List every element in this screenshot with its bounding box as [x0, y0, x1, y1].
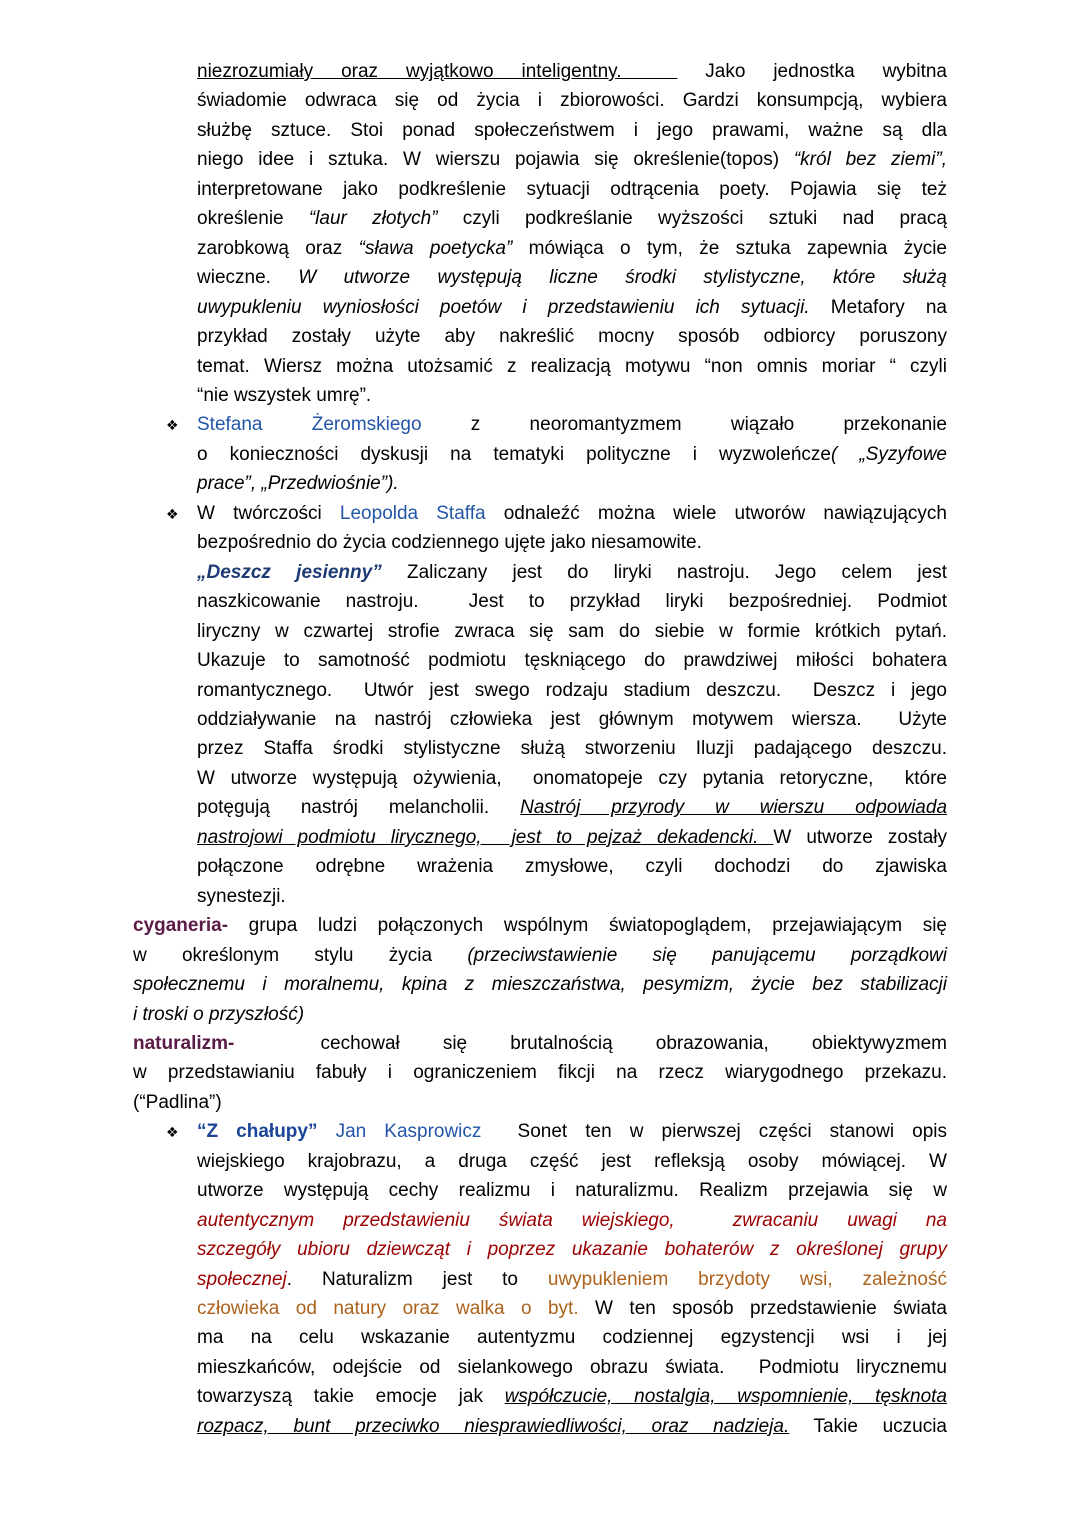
text-run: liryczny w czwartej strofie zwraca się sam do siebie w formie krótkich pytań.: [197, 620, 947, 642]
text-line: [197, 1412, 947, 1441]
paragraph-block: [197, 558, 947, 911]
paragraph-block: [133, 1029, 947, 1117]
text-line: [197, 793, 947, 822]
text-run: “król bez ziemi”,: [793, 149, 947, 171]
text-line: [197, 381, 947, 410]
text-run: nastrojowi podmiotu lirycznego, jest to pejzaż dekadencki.: [197, 826, 774, 848]
bullet-diamond-icon: ❖: [166, 505, 179, 522]
text-run: bezpośrednio do życia codziennego ujęte jako niesamowite.: [197, 532, 702, 554]
text-run: utworze występują cechy realizmu i naturalizmu. Realizm przejawia się w: [197, 1180, 947, 1202]
text-line: [133, 941, 947, 970]
text-line: [166, 1117, 948, 1146]
text-line: [133, 1029, 947, 1058]
text-line: [197, 263, 947, 292]
text-run: „Deszcz jesienny”: [197, 561, 382, 583]
text-line: [133, 911, 947, 940]
text-line: [197, 617, 947, 646]
text-line: [197, 469, 947, 498]
text-line: [197, 1147, 947, 1176]
text-line: [197, 1235, 947, 1264]
text-line: [197, 1176, 947, 1205]
text-run: uwypukleniem brzydoty wsi, zależność: [547, 1268, 948, 1290]
text-run: autentycznym przedstawieniu świata wiejskiego, zwracaniu uwagi na: [197, 1209, 947, 1231]
text-run: przez Staffa środki stylistyczne służą stworzeniu Iluzji padającego deszczu.: [197, 738, 947, 760]
text-line: [197, 1206, 947, 1235]
text-run: wieczne.: [197, 267, 299, 289]
text-run: W utworze zostały: [773, 826, 947, 848]
text-run: połączone odrębne wrażenia zmysłowe, czyli dochodzi do zjawiska: [197, 856, 947, 878]
text-run: w określonym stylu życia: [133, 944, 468, 966]
text-run: . Naturalizm jest to: [286, 1268, 548, 1290]
text-line: [197, 558, 947, 587]
text-line: [197, 145, 947, 174]
text-run: współczucie, nostalgia, wspomnienie, tęsknota: [504, 1386, 947, 1408]
text-line: [197, 1382, 947, 1411]
text-line: [197, 587, 947, 616]
text-line: [197, 882, 947, 911]
bullet-item: [166, 410, 947, 498]
text-run: wiejskiego krajobrazu, a druga część jest refleksją osoby mówiącej. W: [197, 1150, 947, 1172]
text-run: i troski o przyszłość): [133, 1003, 305, 1025]
text-run: [317, 1121, 335, 1142]
text-line: [197, 116, 947, 145]
text-run: Zaliczany jest do liryki nastroju. Jego celem jest: [381, 561, 947, 583]
text-line: [197, 646, 947, 675]
text-line: [166, 499, 947, 528]
text-line: [197, 676, 947, 705]
text-line: [197, 440, 947, 469]
text-run: rozpacz, bunt przeciwko niesprawiedliwości, oraz nadzieja.: [197, 1415, 790, 1437]
text-run: uwypukleniu wyniosłości poetów i przedstawieniu ich sytuacji.: [197, 296, 810, 318]
text-line: [197, 705, 947, 734]
text-run: oddziaływanie na nastrój człowieka jest głównym motywem wiersza. Użyte: [197, 708, 947, 730]
text-run: W twórczości: [197, 502, 340, 524]
text-run: interpretowane jako podkreślenie sytuacji odtrącenia poety. Pojawia się też: [197, 178, 947, 200]
bullet-item: [166, 499, 947, 558]
bullet-item: [166, 1117, 948, 1441]
text-line: [197, 734, 947, 763]
text-run: w przedstawianiu fabuły i ograniczeniem fikcji na rzecz wiarygodnego przekazu.: [133, 1062, 947, 1084]
text-line: [133, 1088, 947, 1117]
text-run: W utworze występują ożywienia, onomatopeje czy pytania retoryczne, które: [197, 767, 947, 789]
text-run: “Z chałupy”: [197, 1121, 318, 1143]
text-run: mieszkańców, odejście od sielankowego obrazu świata. Podmiotu lirycznemu: [197, 1356, 947, 1378]
text-run: (przeciwstawienie się panującemu porządkowi: [467, 944, 948, 966]
text-run: romantycznego. Utwór jest swego rodzaju stadium deszczu. Deszcz i jego: [197, 679, 947, 701]
text-line: [133, 970, 947, 999]
text-run: temat. Wiersz można utożsamić z realizacją motywu “non omnis moriar “ czyli: [197, 355, 947, 377]
text-line: [197, 322, 947, 351]
text-run: Takie uczucia: [789, 1415, 947, 1437]
text-run: grupa ludzi połączonych wspólnym światopoglądem, przejawiającym się: [228, 915, 947, 937]
text-run: społecznej: [197, 1268, 287, 1290]
text-run: niego idee i sztuka. W wierszu pojawia się określenie(topos): [197, 149, 794, 171]
text-line: [197, 823, 947, 852]
text-run: W ten sposób przedstawienie świata: [578, 1298, 947, 1320]
text-run: naturalizm-: [133, 1032, 235, 1054]
text-line: [166, 410, 947, 439]
text-run: (“Padlina”): [133, 1091, 222, 1113]
text-run: synestezji.: [197, 885, 286, 907]
text-run: W utworze występują liczne środki stylistyczne, które służą: [298, 267, 947, 289]
text-run: Metafory na: [809, 296, 947, 318]
text-run: odnaleźć można wiele utworów nawiązujących: [485, 502, 947, 524]
text-run: potęgują nastrój melancholii.: [197, 797, 521, 819]
text-run: określenie: [197, 208, 309, 230]
text-run: z neoromantyzmem wiązało przekonanie: [421, 414, 947, 436]
text-line: [197, 528, 947, 557]
text-run: Sonet ten w pierwszej części stanowi opis: [481, 1121, 948, 1143]
text-run: czyli podkreślanie wyższości sztuki nad pracą: [437, 208, 947, 230]
text-run: zarobkową oraz: [197, 237, 359, 259]
bullet-diamond-icon: ❖: [166, 1124, 179, 1141]
text-run: mówiąca o tym, że sztuka zapewnia życie: [512, 237, 947, 259]
text-line: [197, 352, 947, 381]
text-run: Nastrój przyrody w wierszu odpowiada: [520, 797, 948, 819]
text-run: o konieczności dyskusji na tematyki polityczne i wyzwoleńcze: [197, 443, 831, 465]
text-line: [133, 1000, 947, 1029]
text-run: “nie wszystek umrę”.: [197, 384, 372, 406]
text-run: cyganeria-: [133, 915, 229, 937]
text-run: świadomie odwraca się od życia i zbiorowości. Gardzi konsumpcją, wybiera: [197, 90, 947, 112]
text-run: prace”, „Przedwiośnie”).: [197, 473, 399, 495]
text-run: naszkicowanie nastroju. Jest to przykład liryki bezpośredniej. Podmiot: [197, 591, 947, 613]
text-run: cechował się brutalnością obrazowania, obiektywyzmem: [234, 1032, 947, 1054]
text-line: [197, 1265, 947, 1294]
hyperlink-text[interactable]: Stefana Żeromskiego: [197, 414, 422, 436]
text-run: towarzyszą takie emocje jak: [197, 1386, 505, 1408]
text-line: [197, 204, 947, 233]
text-line: [197, 234, 947, 263]
text-line: [197, 852, 947, 881]
text-line: [197, 1294, 947, 1323]
paragraph-block: [133, 911, 947, 1029]
text-line: [197, 1353, 947, 1382]
hyperlink-text[interactable]: Leopolda Staffa: [339, 502, 486, 524]
text-run: Ukazuje to samotność podmiotu tęskniącego do prawdziwej miłości bohatera: [197, 650, 947, 672]
hyperlink-text[interactable]: Jan Kasprowicz: [335, 1121, 482, 1143]
paragraph-block: [197, 57, 947, 410]
text-run: służbę sztuce. Stoi ponad społeczeństwem i jego prawami, ważne są dla: [197, 119, 947, 141]
text-line: [197, 175, 947, 204]
text-run: człowieka od natury oraz walka o byt.: [197, 1298, 579, 1320]
text-run: przykład zostały użyte aby nakreślić mocny sposób odbiorcy poruszony: [197, 326, 947, 348]
bullet-diamond-icon: ❖: [166, 417, 179, 434]
text-run: ( „Syzyfowe: [830, 443, 947, 465]
text-line: [197, 1323, 947, 1352]
text-line: [197, 57, 947, 86]
text-run: “sława poetycka”: [358, 237, 513, 259]
text-line: [133, 1058, 947, 1087]
text-run: ma na celu wskazanie autentyzmu codziennej egzystencji wsi i jej: [197, 1327, 947, 1349]
text-run: “laur złotych”: [308, 208, 438, 230]
text-run: niezrozumiały oraz wyjątkowo inteligentny.: [197, 61, 678, 82]
text-run: Jako jednostka wybitna: [677, 61, 947, 82]
text-line: [197, 86, 947, 115]
text-line: [197, 293, 947, 322]
text-line: [197, 764, 947, 793]
text-run: szczegóły ubioru dziewcząt i poprzez ukazanie bohaterów z określonej grupy: [197, 1239, 947, 1261]
text-run: społecznemu i moralnemu, kpina z mieszczaństwa, pesymizm, życie bez stabilizacji: [133, 974, 947, 996]
